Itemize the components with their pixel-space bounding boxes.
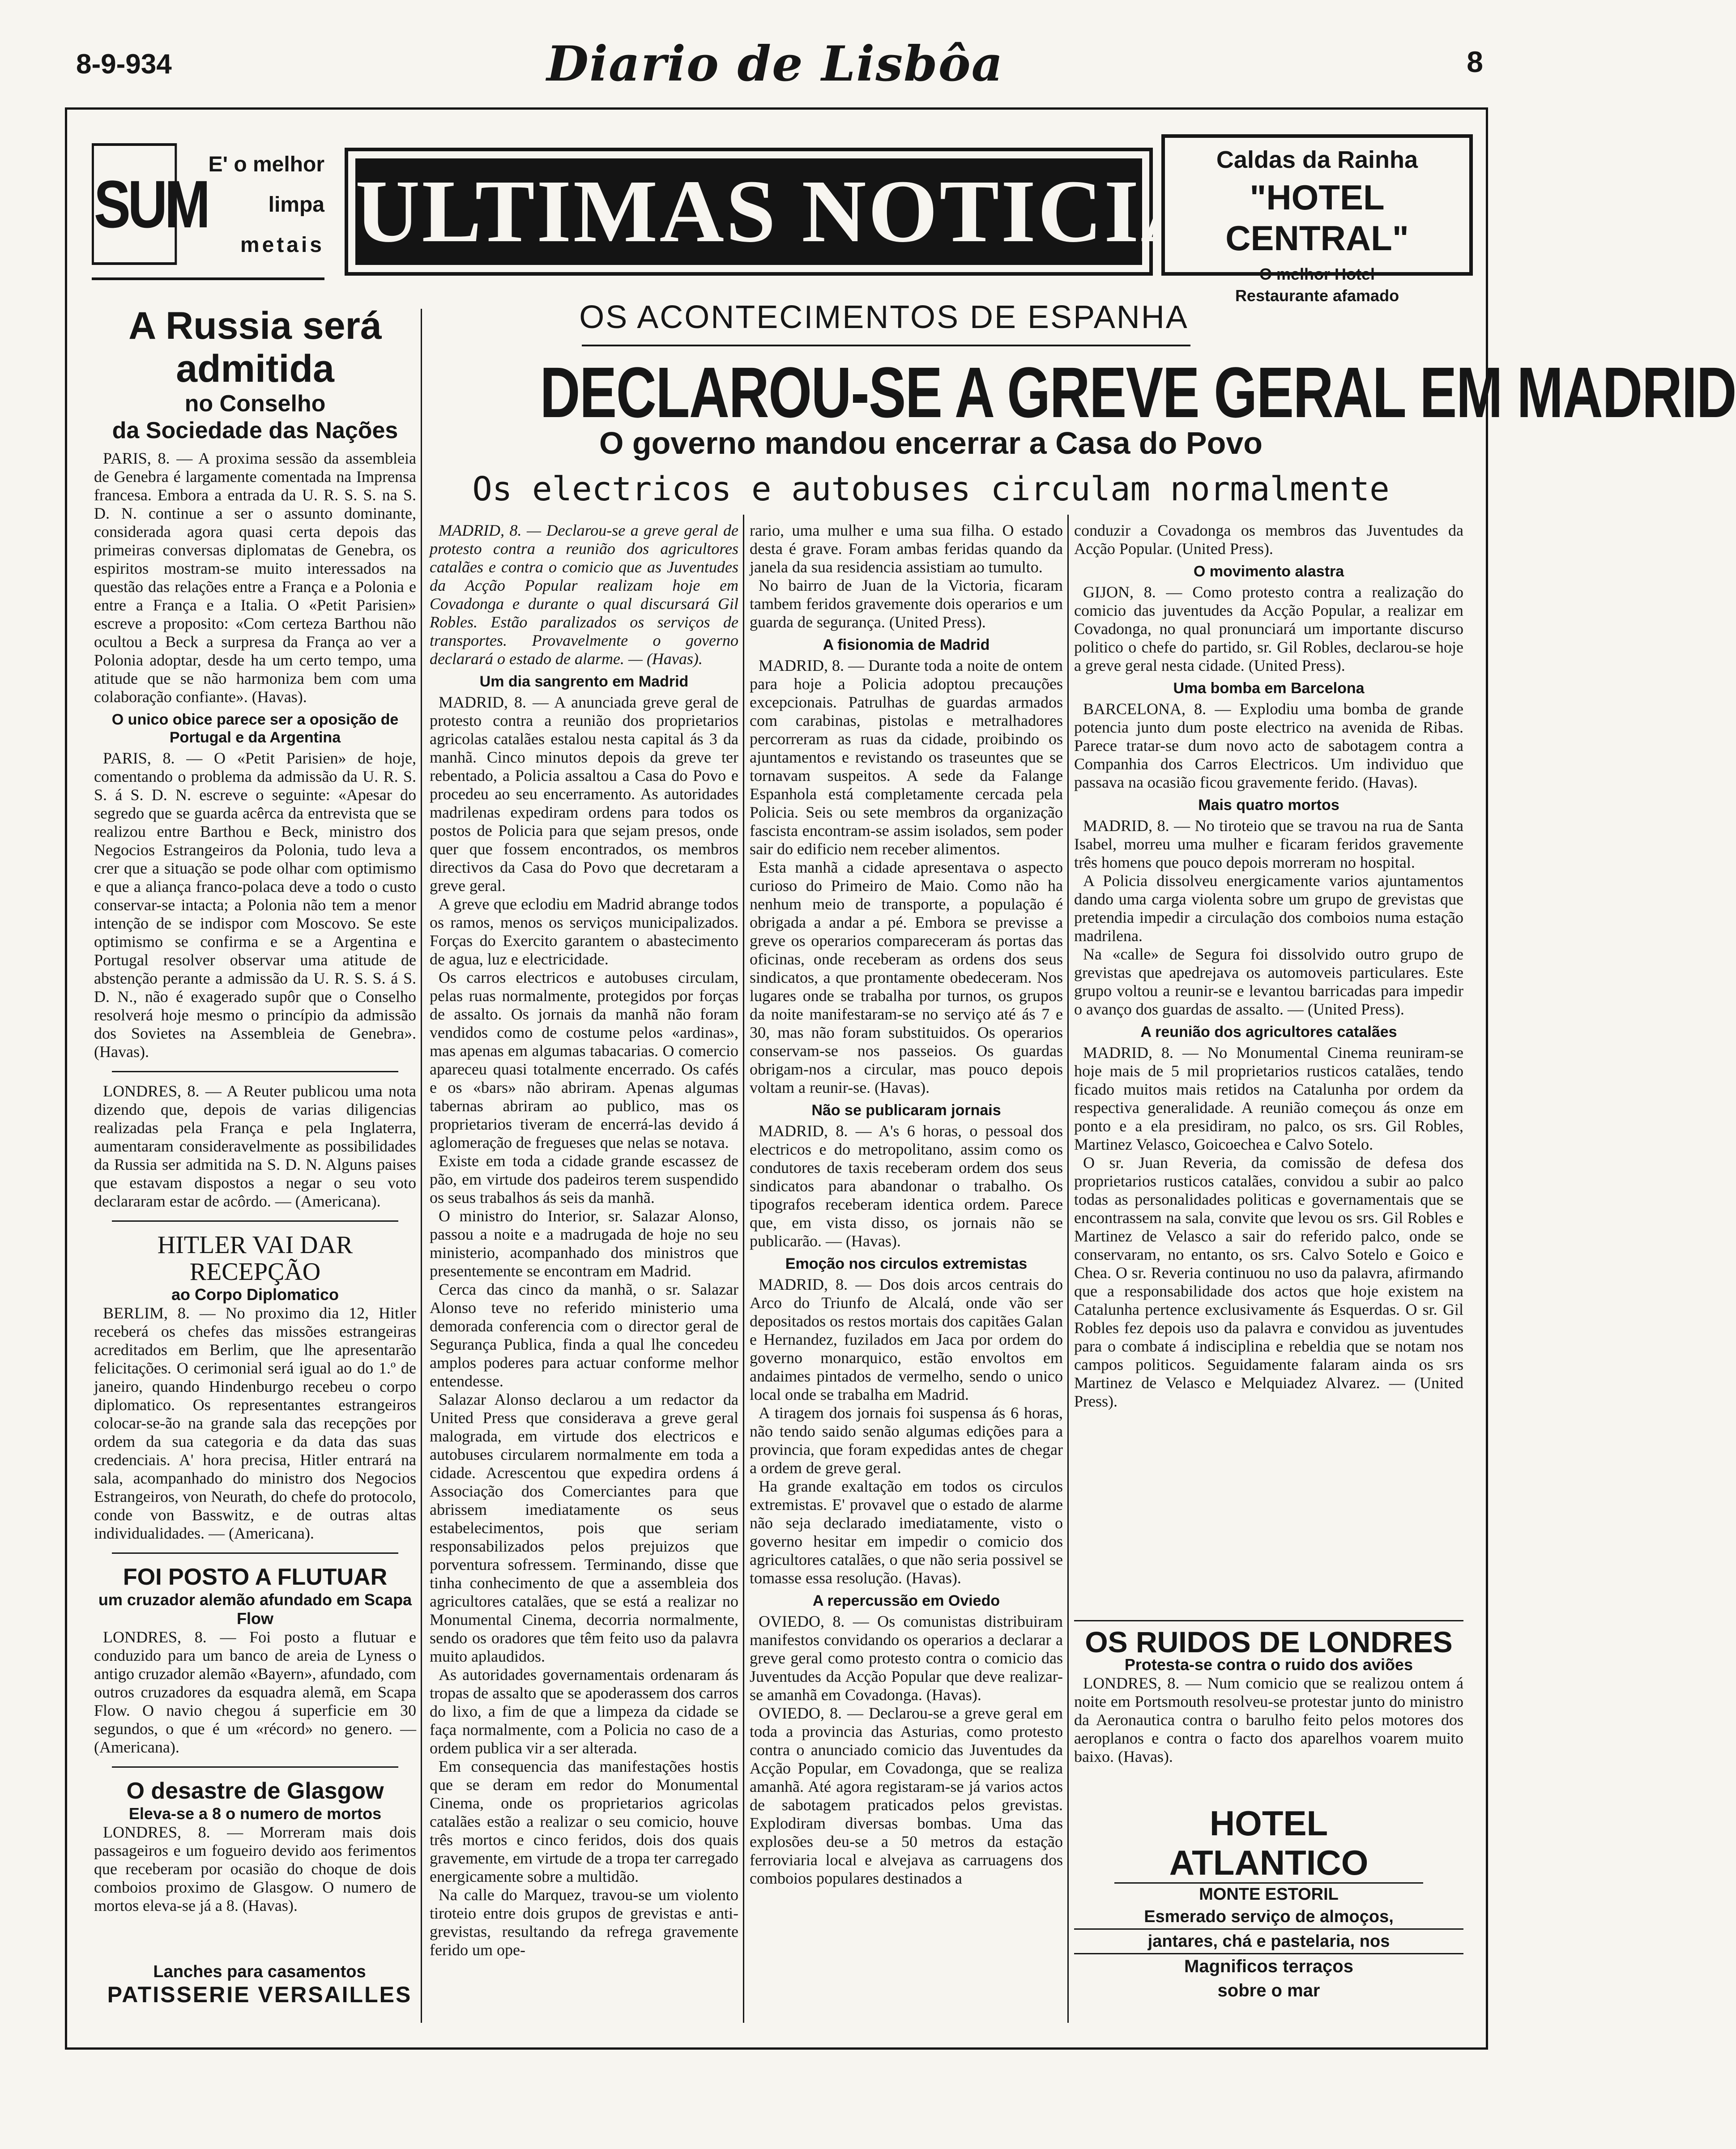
spain-paragraph: Cerca das cinco da manhã, o sr. Salazar Alonso teve no referido ministerio uma demorada conferencia com o director geral de Segurança Publica, finda a qual lhe concedeu amplos poderes para actuar conforme melhor entendesse. — [430, 1280, 738, 1390]
divider — [112, 1220, 398, 1222]
spain-paragraph: BARCELONA, 8. — Explodiu uma bomba de grande potencia junto dum poste electrico na avenida de Ribas. Parece tratar-se dum novo acto de sabotagem contra a Companhia dos Carros Electricos. Um individuo que passava na ocasião ficou gravemente ferido. (Havas). — [1074, 700, 1463, 791]
spain-paragraph: OVIEDO, 8. — Os comunistas distribuiram manifestos convidando os operarios a declarar a greve geral como protesto contra o comicio das Juventudes da Acção Popular que deve realizar-se amanhã em Covadonga. (Havas). — [750, 1612, 1063, 1704]
spain-subhead: Uma bomba em Barcelona — [1173, 680, 1365, 697]
ruidos-headline: OS RUIDOS DE LONDRES — [1085, 1625, 1453, 1659]
divider — [112, 1071, 398, 1072]
issue-date: 8-9-934 — [76, 49, 172, 80]
lanches-line-1: Lanches para casamentos — [153, 1962, 366, 1981]
glasgow-deck: Eleva-se a 8 o numero de mortos — [128, 1804, 382, 1823]
sum-line-1: E' o melhor — [208, 153, 324, 176]
spain-paragraph: Ha grande exaltação em todos os circulos extremistas. E' provavel que o estado de alarme não seja declarado imediatamente, visto o governo hesitar em impedir o comicio dos agricultores catalães, o que não seria possivel se tomasse essa resolução. (Havas). — [750, 1477, 1063, 1587]
spain-column-3 — [1074, 521, 1463, 1411]
kicker-rule — [582, 345, 1190, 346]
spain-paragraph: conduzir a Covadonga os membros das Juventudes da Acção Popular. (United Press). — [1074, 521, 1463, 558]
sum-brand: SUM — [92, 143, 177, 265]
russia-headline: A Russia será admitida — [128, 304, 382, 390]
ruidos-paragraph: LONDRES, 8. — Num comicio que se realizou ontem á noite em Portsmouth resolveu-se protestar junto do ministro da Aeronautica contra o barulho feito pelos motores dos aeroplanos e contra o facto dos aparelhos voarem muito baixo. (Havas). — [1074, 1674, 1463, 1765]
column-rule — [1067, 515, 1069, 2023]
spain-subhead: A repercussão em Oviedo — [812, 1592, 1000, 1609]
newspaper-title: Diario de Lisbôa — [546, 36, 1004, 92]
spain-subhead: Não se publicaram jornais — [811, 1102, 1001, 1119]
spain-paragraph: No bairro de Juan de la Victoria, ficaram tambem feridos gravemente dois operarios e um guarda de segurança. (United Press). — [750, 576, 1063, 631]
spain-paragraph: Salazar Alonso declarou a um redactor da United Press que considerava a greve geral malograda, em virtude dos electricos e autobuses circularem normalmente em toda a cidade. Acrescentou que expedira ordens á Associação dos Comerciantes para que abrissem imediatamente os seus estabelecimentos, pois que seriam responsabilizados pelos prejuizos que porventura sofressem. Terminando, disse que tinha conhecimento de que a assembleia dos agricultores catalães, que se está a realizar no Monumental Cinema, decorria normalmente, sendo os oradores que têm feito uso da palavra muito aplaudidos. — [430, 1390, 738, 1665]
atlantico-line-3: Magnificos terraços — [1184, 1957, 1353, 1976]
spain-paragraph: MADRID, 8. — A's 6 horas, o pessoal dos electricos e do metropolitano, assim como os condutores de taxis receberam ordem dos seus sindicatos para abandonar o trabalho. Os tipografos receberam identica ordem. Parece que, em vista disso, os jornais não se publicarão. — (Havas). — [750, 1122, 1063, 1250]
banner-text: ULTIMAS NOTICIAS — [355, 158, 1142, 265]
divider — [112, 1766, 398, 1768]
spain-subhead: A fisionomia de Madrid — [823, 636, 990, 653]
russia-deck-1: no Conselho — [184, 391, 326, 417]
spain-paragraph: O sr. Juan Reveria, da comissão de defesa dos proprietarios rusticos catalães, convidou a subir ao palco todas as personalidades politicas e governamentais que se encontrassem na sala, convite que levou os srs. Gil Robles e Martinez de Velasco a sair do referido palco, onde se conservaram, no entanto, os srs. Calvo Sotelo e Goico e Chea. O sr. Reveria continuou no uso da palavra, afirmando que a responsabilidade dos actos que hoje existem na Catalunha pertence exclusivamente ás Esquerdas. O sr. Gil Robles fez depois uso da palavra e convidou as juventudes para o combate á indisciplina e rebeldia que se notam nos campos politicos. Seguidamente falaram ainda os srs Martinez de Velasco e Melquiadez Alvarez. — (United Press). — [1074, 1154, 1463, 1410]
spain-paragraph: MADRID, 8. — Durante toda a noite de ontem para hoje a Policia adoptou precauções excepcionais. Patrulhas de guardas armados com carabinas, pistolas e metralhadores percorreram as ruas da cidade, proibindo os ajuntamentos e revistando os traseuntes que se tornavam suspeitos. A sede da Falange Espanhola está completamente cercada pela Policia. Seis ou sete membros da organização fascista encontram-se assim isolados, sem poder sair do edificio nem receber alimentos. — [750, 657, 1063, 858]
spain-paragraph: OVIEDO, 8. — Declarou-se a greve geral em toda a provincia das Asturias, como protesto contra o anunciado comicio das Juventudes da Acção Popular, em Covadonga, que se realiza amanhã. Até agora registaram-se já varios actos de sabotagem praticados pelos grevistas. Explodiram diversas bombas. Uma das explosões deu-se a 50 metros da estação ferroviaria local e alvejava as carruagens dos comboios populares destinados a — [750, 1704, 1063, 1887]
versailles-advert — [96, 1962, 423, 2008]
spain-subhead: A reunião dos agricultores catalães — [1140, 1023, 1397, 1040]
spain-subhead: O movimento alastra — [1193, 563, 1344, 580]
atlantico-line-4: sobre o mar — [1217, 1981, 1320, 2000]
main-deck-1: O governo mandou encerrar a Casa do Povo — [599, 426, 1263, 460]
spain-paragraph: MADRID, 8. — No tiroteio que se travou na rua de Santa Isabel, morreu uma mulher e ficaram feridos gravemente três homens que pouco depois morreram no hospital. — [1074, 817, 1463, 871]
section-kicker: OS ACONTECIMENTOS DE ESPANHA — [579, 299, 1189, 335]
spain-paragraph: Esta manhã a cidade apresentava o aspecto curioso do Primeiro de Maio. Como não ha nenhum meio de transporte, a população é obrigada a andar a pé. Embora se previsse a greve os operarios compareceram ás portas das oficinas, onde receberam as ordens dos seus sindicatos, a que prontamente obedeceram. Nos lugares onde se trabalha por turnos, os grupos da noite manifestaram-se no serviço até ás 7 e 30, mas não foram substituidos. Os operarios conservam-se nos passeios. Os guardas obrigam-nos a circular, mas pouco depois voltam a reunir-se. (Havas). — [750, 858, 1063, 1096]
sum-line-2: limpa — [268, 193, 324, 217]
main-deck-2: Os electricos e autobuses circulam normalmente — [472, 470, 1390, 508]
flutuar-deck: um cruzador alemão afundado em Scapa Flow — [98, 1590, 412, 1628]
sum-line-3: metais — [240, 233, 324, 257]
column-rule — [421, 309, 422, 2023]
spain-paragraph: rario, uma mulher e uma sua filha. O estado desta é grave. Foram ambas feridas quando da janela da sua residencia assistiam ao tumulto. — [750, 521, 1063, 576]
russia-paragraph: PARIS, 8. — A proxima sessão da assembleia de Genebra é largamente comentada na Imprensa francesa. Embora a entrada da U. R. S. S. na S. D. N. continue a ser o assunto dominante, considerada agora quasi certa depois das primeiras conversas diplomatas de Genebra, os espiritos mostram-se muito interessados na questão das relações entre a França e a Polonia e entre a França e a Italia. O «Petit Parisien» escreve a proposito: «Com certeza Barthou não ocultou a Beck a surpresa da França ao ver a Polonia adoptar, desde ha um certo tempo, uma atitude que se não harmoniza bem com uma colaboração confiante». (Havas). — [94, 449, 416, 706]
russia-deck-2: da Sociedade das Nações — [112, 418, 398, 443]
spain-column-1 — [430, 521, 738, 1959]
glasgow-paragraph: LONDRES, 8. — Morreram mais dois passageiros e um fogueiro devido aos ferimentos que receberam por ocasião do choque de dois comboios proximo de Glasgow. O numero de mortos eleva-se já a 8. (Havas). — [94, 1823, 416, 1914]
spain-paragraph: A greve que eclodiu em Madrid abrange todos os ramos, menos os serviços municipalizados. Forças do Exercito garantem o abastecimento de agua, luz e electricidade. — [430, 895, 738, 968]
main-headline: DECLAROU-SE A GREVE GERAL EM MADRID — [540, 352, 1736, 432]
spain-paragraph: A Policia dissolveu energicamente varios ajuntamentos dando uma carga violenta sobre um grupo de grevistas que pretendia impedir a circulação dos comboios numa estação madrilena. — [1074, 872, 1463, 945]
divider — [1074, 1620, 1463, 1621]
hitler-paragraph: BERLIM, 8. — No proximo dia 12, Hitler receberá os chefes das missões estrangeiras acreditados em Berlim, que lhe apresentarão felicitações. O cerimonial será igual ao do 1.º de janeiro, quando Hindenburgo recebeu o corpo diplomatico. Os representantes estrangeiros colocar-se-ão na grande sala das recepções por ordem da sua categoria e da data das suas credenciais. A' hora precisa, Hitler entrará na sala, acompanhado do ministro dos Negocios Estrangeiros, von Neurath, do chefe do protocolo, conde von Basswitz, e de outras altas individualidades. — (Americana). — [94, 1304, 416, 1542]
ruidos-article — [1074, 1620, 1463, 1766]
caldas-line-4: Restaurante afamado — [1235, 286, 1399, 305]
caldas-line-2: "HOTEL CENTRAL" — [1225, 178, 1409, 258]
flutuar-paragraph: LONDRES, 8. — Foi posto a flutuar e conduzido para um banco de areia de Lyness o antigo cruzador alemão «Bayern», afundado, com outros cruzadores da esquadra alemã, em Scapa Flow. O navio chegou á superficie em 30 segundos, o que é um «récord» no genero. — (Americana). — [94, 1628, 416, 1756]
page-number: 8 — [1467, 45, 1483, 78]
spain-paragraph: Em consequencia das manifestações hostis que se deram em redor do Monumental Cinema, onde os proprietarios agricolas catalães estão a realizar o seu comicio, houve três mortos e cinco feridos, dois dos quais gravemente, em virtude de a tropa ter carregado energicamente sobre a multidão. — [430, 1757, 738, 1885]
spain-paragraph: MADRID, 8. — No Monumental Cinema reuniram-se hoje mais de 5 mil proprietarios rusticos catalães, tendo ficado muitos mais retidos na Catalunha por ordem da respectiva generalidade. A reunião começou ás onze em ponto e a ela presidiram, no palco, os srs. Gil Robles, Martinez Velasco, Goicoechea e Calvo Sotelo. — [1074, 1044, 1463, 1153]
ultimas-noticias-banner — [345, 148, 1259, 276]
hitler-headline: HITLER VAI DAR RECEPÇÃO — [157, 1231, 353, 1286]
atlantico-name: HOTEL ATLANTICO — [1114, 1804, 1423, 1884]
russia-subhead: O unico obice parece ser a oposição de Portugal e da Argentina — [111, 711, 399, 746]
spain-paragraph: Os carros electricos e autobuses circulam, pelas ruas normalmente, protegidos por forças de assalto. Os jornais da manhã não foram vendidos como de costume pelos «ardinas», mas apenas em algumas tabacarias. O comercio apareceu quasi totalmente encerrado. Os cafés e os «bars» não abriram. Apenas algumas tabernas abriram ao publico, mas os proprietarios tiveram de encerrá-las devido á aglomeração de fregueses que nelas se notava. — [430, 968, 738, 1151]
hotel-central-advert — [1161, 134, 1473, 305]
column-rule — [743, 515, 744, 2023]
spain-column-2 — [750, 521, 1063, 1888]
ruidos-deck: Protesta-se contra o ruido dos aviões — [1124, 1655, 1413, 1674]
spain-subhead: Mais quatro mortos — [1198, 797, 1339, 814]
caldas-line-3: O melhor Hotel — [1259, 265, 1375, 283]
spain-paragraph: MADRID, 8. — Dos dois arcos centrais do Arco do Triunfo de Alcalá, onde vão ser depositados os restos mortais dos capitães Galan e Hernandez, fuzilados em Jaca por ordem do governo monarquico, estão envoltos em andaimes pintados de vermelho, sendo o unico local onde se trabalha em Madrid. — [750, 1275, 1063, 1403]
atlantico-line-2: jantares, chá e pastelaria, nos — [1074, 1930, 1463, 1954]
lanches-line-2: PATISSERIE VERSAILLES — [107, 1982, 412, 2007]
spain-paragraph: Existe em toda a cidade grande escassez de pão, em virtude dos padeiros terem suspendido os seus trabalhos ás seis da manhã. — [430, 1152, 738, 1207]
hotel-atlantico-advert — [1074, 1804, 1463, 2003]
spain-paragraph: As autoridades governamentais ordenaram ás tropas de assalto que se apoderassem dos carros do lixo, a fim de que a limpeza da cidade se faça normalmente, com a Policia no caso de a ordem publica vir a ser alterada. — [430, 1666, 738, 1757]
caldas-line-1: Caldas da Rainha — [1216, 146, 1418, 173]
spain-paragraph: Na calle do Marquez, travou-se um violento tiroteio entre dois grupos de grevistas e anti-grevistas, resultando da refrega gravemente ferido um ope- — [430, 1886, 738, 1959]
hitler-deck: ao Corpo Diplomatico — [171, 1285, 339, 1304]
spain-lead: MADRID, 8. — Declarou-se a greve geral de protesto contra a reunião dos agricultores catalães e contra o comicio que as Juventudes da Acção Popular realizam hoje em Covadonga e durante o qual discursará Gil Robles. Estão paralizados os serviços de transportes. Provavelmente o governo declarará o estado de alarme. — (Havas). — [430, 521, 738, 668]
flutuar-headline: FOI POSTO A FLUTUAR — [123, 1564, 388, 1590]
atlantico-place: MONTE ESTORIL — [1199, 1885, 1339, 1904]
divider — [112, 1552, 398, 1554]
spain-paragraph: Na «calle» de Segura foi dissolvido outro grupo de grevistas que apedrejava os automoveis particulares. Este grupo voltou a reunir-se e levantou barricadas para impedir o avanço dos guardas de assalto. — (United Press). — [1074, 945, 1463, 1018]
atlantico-line-1: Esmerado serviço de almoços, — [1074, 1905, 1463, 1930]
glasgow-headline: O desastre de Glasgow — [126, 1778, 384, 1804]
russia-paragraph: PARIS, 8. — O «Petit Parisien» de hoje, comentando o problema da admissão da U. R. S. S. á S. D. N. escreve o seguinte: «Apesar do segredo que se guarda acêrca da entrevista que se realizou entre Barthou e Beck, ministro dos Negocios Estrangeiros da Polonia, tudo leva a crer que a situação se pode olhar com optimismo e que a aliança franco-polaca deve a todo o custo conservar-se intacta; a Polonia não tem a menor intenção de se indispor com Moscovo. Se este optimismo se confirma e se a Argentina e Portugal resolver observar uma atitude de abstenção perante a admissão da U. R. S. S. á S. D. N., não é exagerado supôr que o Conselho resolverá hoje mesmo o princípio da admissão dos Sovietes na Assembleia de Genebra». (Havas). — [94, 749, 416, 1061]
spain-subhead: Um dia sangrento em Madrid — [479, 673, 689, 690]
left-column — [94, 304, 416, 1915]
spain-paragraph: MADRID, 8. — A anunciada greve geral de protesto contra a reunião dos proprietarios agricolas catalães estalou nesta capital ás 3 da manhã. Cinco minutos depois da greve ter rebentado, a Policia assaltou a Casa do Povo e procedeu ao seu encerramento. As autoridades madrilenas expediram ordens para todos os postos de Policia para que sejam presos, onde quer que fossem encontrados, os membros directivos da Casa do Povo que decretaram a greve geral. — [430, 693, 738, 895]
spain-paragraph: GIJON, 8. — Como protesto contra a realização do comicio das juventudes da Acção Popular, a realizar em Covadonga, no qual pronunciará um importante discurso politico o chefe do partido, sr. Gil Robles, declarou-se hoje a greve geral nesta cidade. (United Press). — [1074, 583, 1463, 674]
spain-paragraph: O ministro do Interior, sr. Salazar Alonso, passou a noite e a madrugada de hoje no seu ministerio, acompanhado dos ministros que presentemente se encontram em Madrid. — [430, 1207, 738, 1280]
spain-subhead: Emoção nos circulos extremistas — [785, 1255, 1028, 1272]
russia-paragraph: LONDRES, 8. — A Reuter publicou uma nota dizendo que, depois de varias diligencias realizadas pela França e pela Inglaterra, aumentaram consideravelmente as possibilidades da Russia ser admitida na S. D. N. Alguns paises que estavam dispostos a negar o seu voto declararam estar de acôrdo. — (Americana). — [94, 1082, 416, 1210]
sum-advert — [92, 143, 324, 280]
spain-paragraph: A tiragem dos jornais foi suspensa ás 6 horas, não tendo saido senão algumas edições para a provincia, que foram expedidas antes de chegar a ordem de greve geral. — [750, 1404, 1063, 1477]
